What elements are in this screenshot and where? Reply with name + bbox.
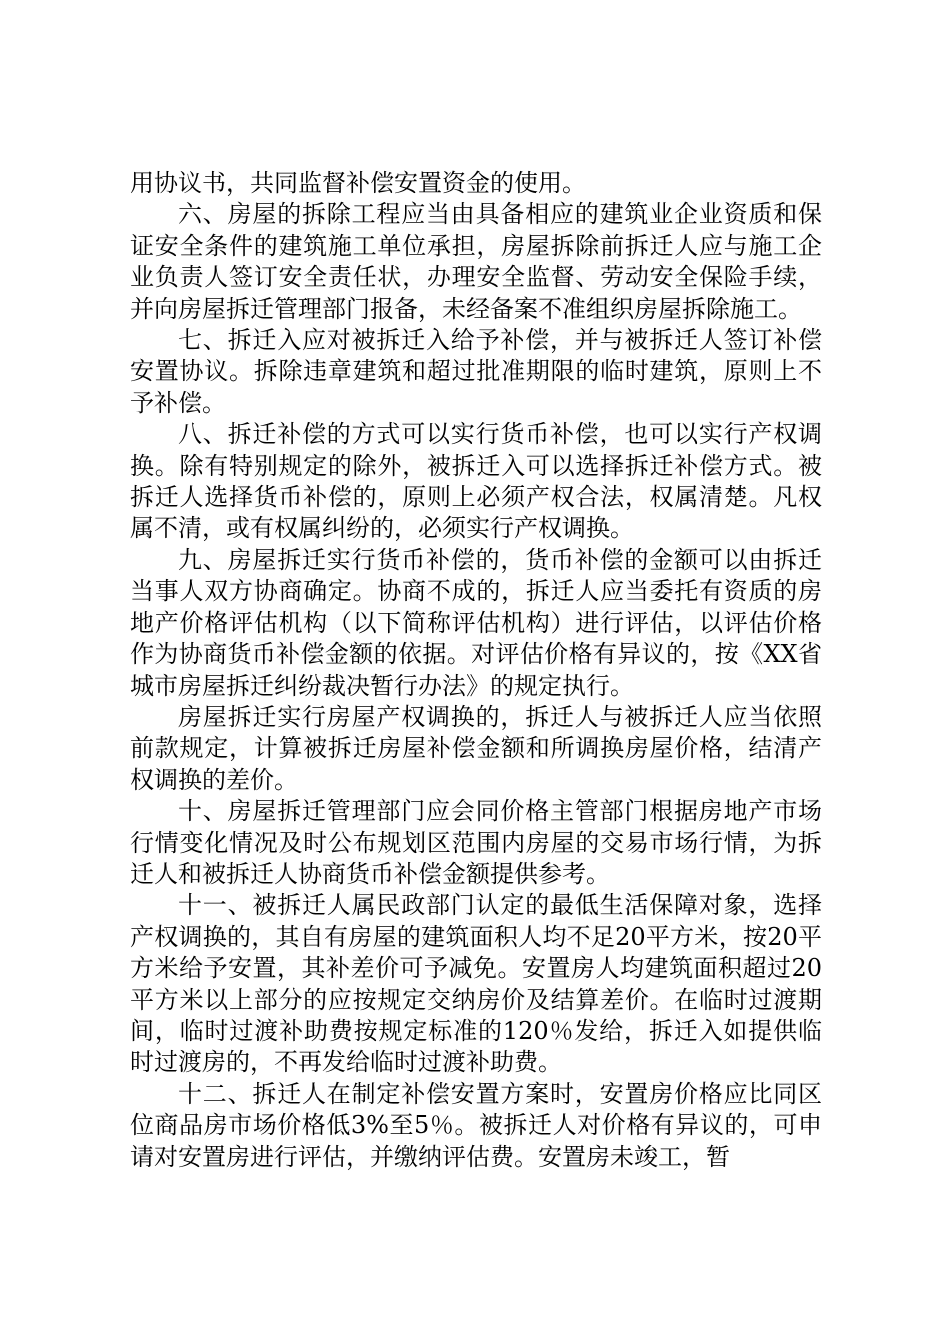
- paragraph-2: 六、房屋的拆除工程应当由具备相应的建筑业企业资质和保证安全条件的建筑施工单位承担，房屋拆除前拆迁人应与施工企业负责人签订安全责任状，办理安全监督、劳动安全保险手续，并向房屋拆迁管理部门报备，未经备案不准组织房屋拆除施工。: [130, 200, 822, 323]
- paragraph-9: 十二、拆迁人在制定补偿安置方案时，安置房价格应比同区位商品房市场价格低3%至5％。被拆迁人对价格有异议的，可申请对安置房进行评估，并缴纳评估费。安置房未竣工，暂: [130, 1079, 822, 1171]
- paragraph-3: 七、拆迁入应对被拆迁入给予补偿，并与被拆迁人签订补偿安置协议。拆除违章建筑和超过批准期限的临时建筑，原则上不予补偿。: [130, 326, 822, 417]
- paragraph-1: 用协议书，共同监督补偿安置资金的使用。: [130, 169, 586, 197]
- paragraph-6: 房屋拆迁实行房屋产权调换的，拆迁人与被拆迁人应当依照前款规定，计算被拆迁房屋补偿金额和所调换房屋价格，结清产权调换的差价。: [130, 702, 822, 794]
- paragraph-8: 十一、被拆迁人属民政部门认定的最低生活保障对象，选择产权调换的，其自有房屋的建筑面积人均不足20平方米，按20平方米给予安置，其补差价可予减免。安置房人均建筑面积超过20平方米以上部分的应按规定交纳房价及结算差价。在临时过渡期间，临时过渡补助费按规定标准的120％发给，拆迁入如提供临时过渡房的，不再发给临时过渡补助费。: [130, 891, 822, 1077]
- paragraph-5: 九、房屋拆迁实行货币补偿的，货币补偿的金额可以由拆迁当事人双方协商确定。协商不成的，拆迁人应当委托有资质的房地产价格评估机构（以下简称评估机构）进行评估，以评估价格作为协商货币补偿金额的依据。对评估价格有异议的，按《XX省城市房屋拆迁纠纷裁决暂行办法》的规定执行。: [130, 545, 822, 700]
- paragraph-4: 八、拆迁补偿的方式可以实行货币补偿，也可以实行产权调换。除有特别规定的除外，被拆迁入可以选择拆迁补偿方式。被拆迁人选择货币补偿的，原则上必须产权合法，权属清楚。凡权属不清，或有权属纠纷的，必须实行产权调换。: [130, 420, 822, 543]
- document-body: [130, 168, 822, 1173]
- paragraph-7: 十、房屋拆迁管理部门应会同价格主管部门根据房地产市场行情变化情况及时公布规划区范围内房屋的交易市场行情，为拆迁人和被拆迁人协商货币补偿金额提供参考。: [130, 797, 822, 888]
